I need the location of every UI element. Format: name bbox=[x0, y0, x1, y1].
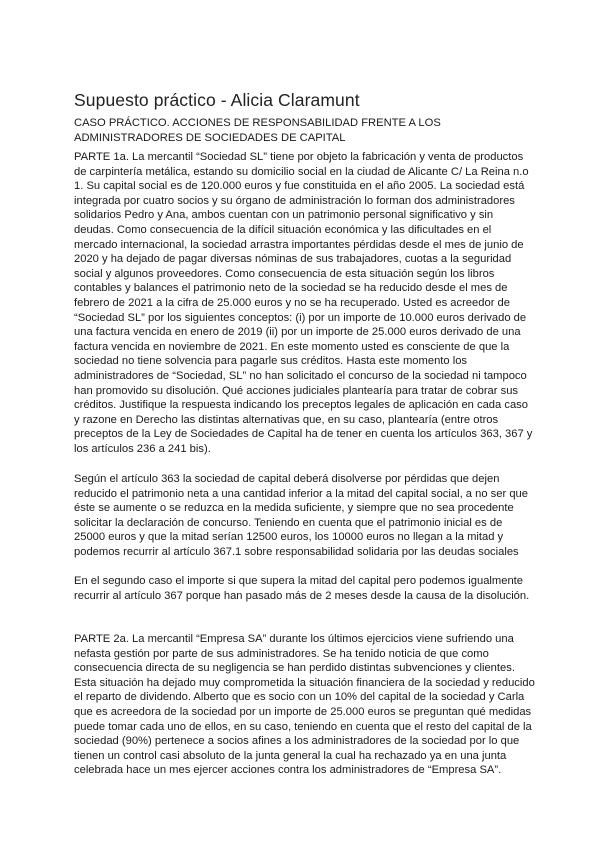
case-heading: CASO PRÁCTICO. ACCIONES DE RESPONSABILIDAD FRENTE A LOS ADMINISTRADORES DE SOCIEDADES DE CAPITAL bbox=[74, 117, 441, 144]
document-title: Supuesto práctico - Alicia Claramunt bbox=[74, 90, 360, 110]
paragraph-answer-363: Según el artículo 363 la sociedad de capital deberá disolverse por pérdidas que dejen reducido el patrimonio neta a una cantidad inferior a la mitad del capital social, a no ser que éste se aumente o se reduzca en la medida suficiente, y siempre que no sea procedente solicitar la declaración de concurso. Teniendo en cuenta que el patrimonio inicial es de 25000 euros y que la mitad serían 12500 euros, los 10000 euros no llegan a la mitad y podemos recurrir al artículo 367.1 sobre responsabilidad solidaria por las deudas sociales bbox=[74, 473, 528, 558]
paragraph-parte-1: PARTE 1a. La mercantil “Sociedad SL” tiene por objeto la fabricación y venta de productos de carpintería metálica, estando su domicilio social en la ciudad de Alicante C/ La Reina n.o 1. Su capital social es de 120.000 euros y fue constituida en el año 2005. La sociedad está integrada por cuatro socios y su órgano de administración lo forman dos administradores solidarios Pedro y Ana, ambos cuentan con un patrimonio personal significativo y sin deudas. Como consecuencia de la difícil situación económica y las dificultades en el mercado internacional, la sociedad arrastra importantes pérdidas desde el mes de junio de 2020 y ha dejado de pagar diversas nóminas de sus trabajadores, cuotas a la seguridad social y algunos proveedores. Como consecuencia de esta situación según los libros contables y balances el patrimonio neto de la sociedad se ha reducido desde el mes de febrero de 2021 a la cifra de 25.000 euros y no se ha recuperado. Usted es acreedor de “Sociedad SL” por los siguientes conceptos: (i) por un importe de 10.000 euros derivado de una factura vencida en enero de 2019 (ii) por un importe de 25.000 euros derivado de una factura vencida en noviembre de 2021. En este momento usted es consciente de que la sociedad no tiene solvencia para pagarle sus créditos. Hasta este momento los administradores de “Sociedad, SL” no han solicitado el concurso de la sociedad ni tampoco han promovido su disolución. Qué acciones judiciales plantearía para tratar de cobrar sus créditos. Justifique la respuesta indicando los preceptos legales de aplicación en cada caso y razone en Derecho las distintas alternativas que, en su caso, plantearía (entre otros preceptos de la Ley de Sociedades de Capital ha de tener en cuenta los artículos 363, 367 y los artículos 236 a 241 bis). bbox=[74, 151, 533, 455]
paragraph-parte-2: PARTE 2a. La mercantil “Empresa SA” durante los últimos ejercicios viene sufriendo una nefasta gestión por parte de sus administradores. Se ha tenido noticia de que como consecuencia directa de su negligencia se han perdido distintas subvenciones y clientes. Esta situación ha dejado muy comprometida la situación financiera de la sociedad y reducido el reparto de dividendo. Alberto que es socio con un 10% del capital de la sociedad y Carla que es acreedora de la sociedad por un importe de 25.000 euros se preguntan qué medidas puede tomar cada uno de ellos, en su caso, teniendo en cuenta que el resto del capital de la sociedad (90%) pertenece a socios afines a los administradores de la sociedad por lo que tienen un control casi absoluto de la junta general la cual ha rechazado ya en una junta celebrada hace un mes ejercer acciones contra los administradores de “Empresa SA”. bbox=[74, 633, 535, 777]
paragraph-answer-367: En el segundo caso el importe si que supera la mitad del capital pero podemos igualmente recurrir al artículo 367 porque han pasado más de 2 meses desde la causa de la disolución. bbox=[74, 575, 530, 602]
